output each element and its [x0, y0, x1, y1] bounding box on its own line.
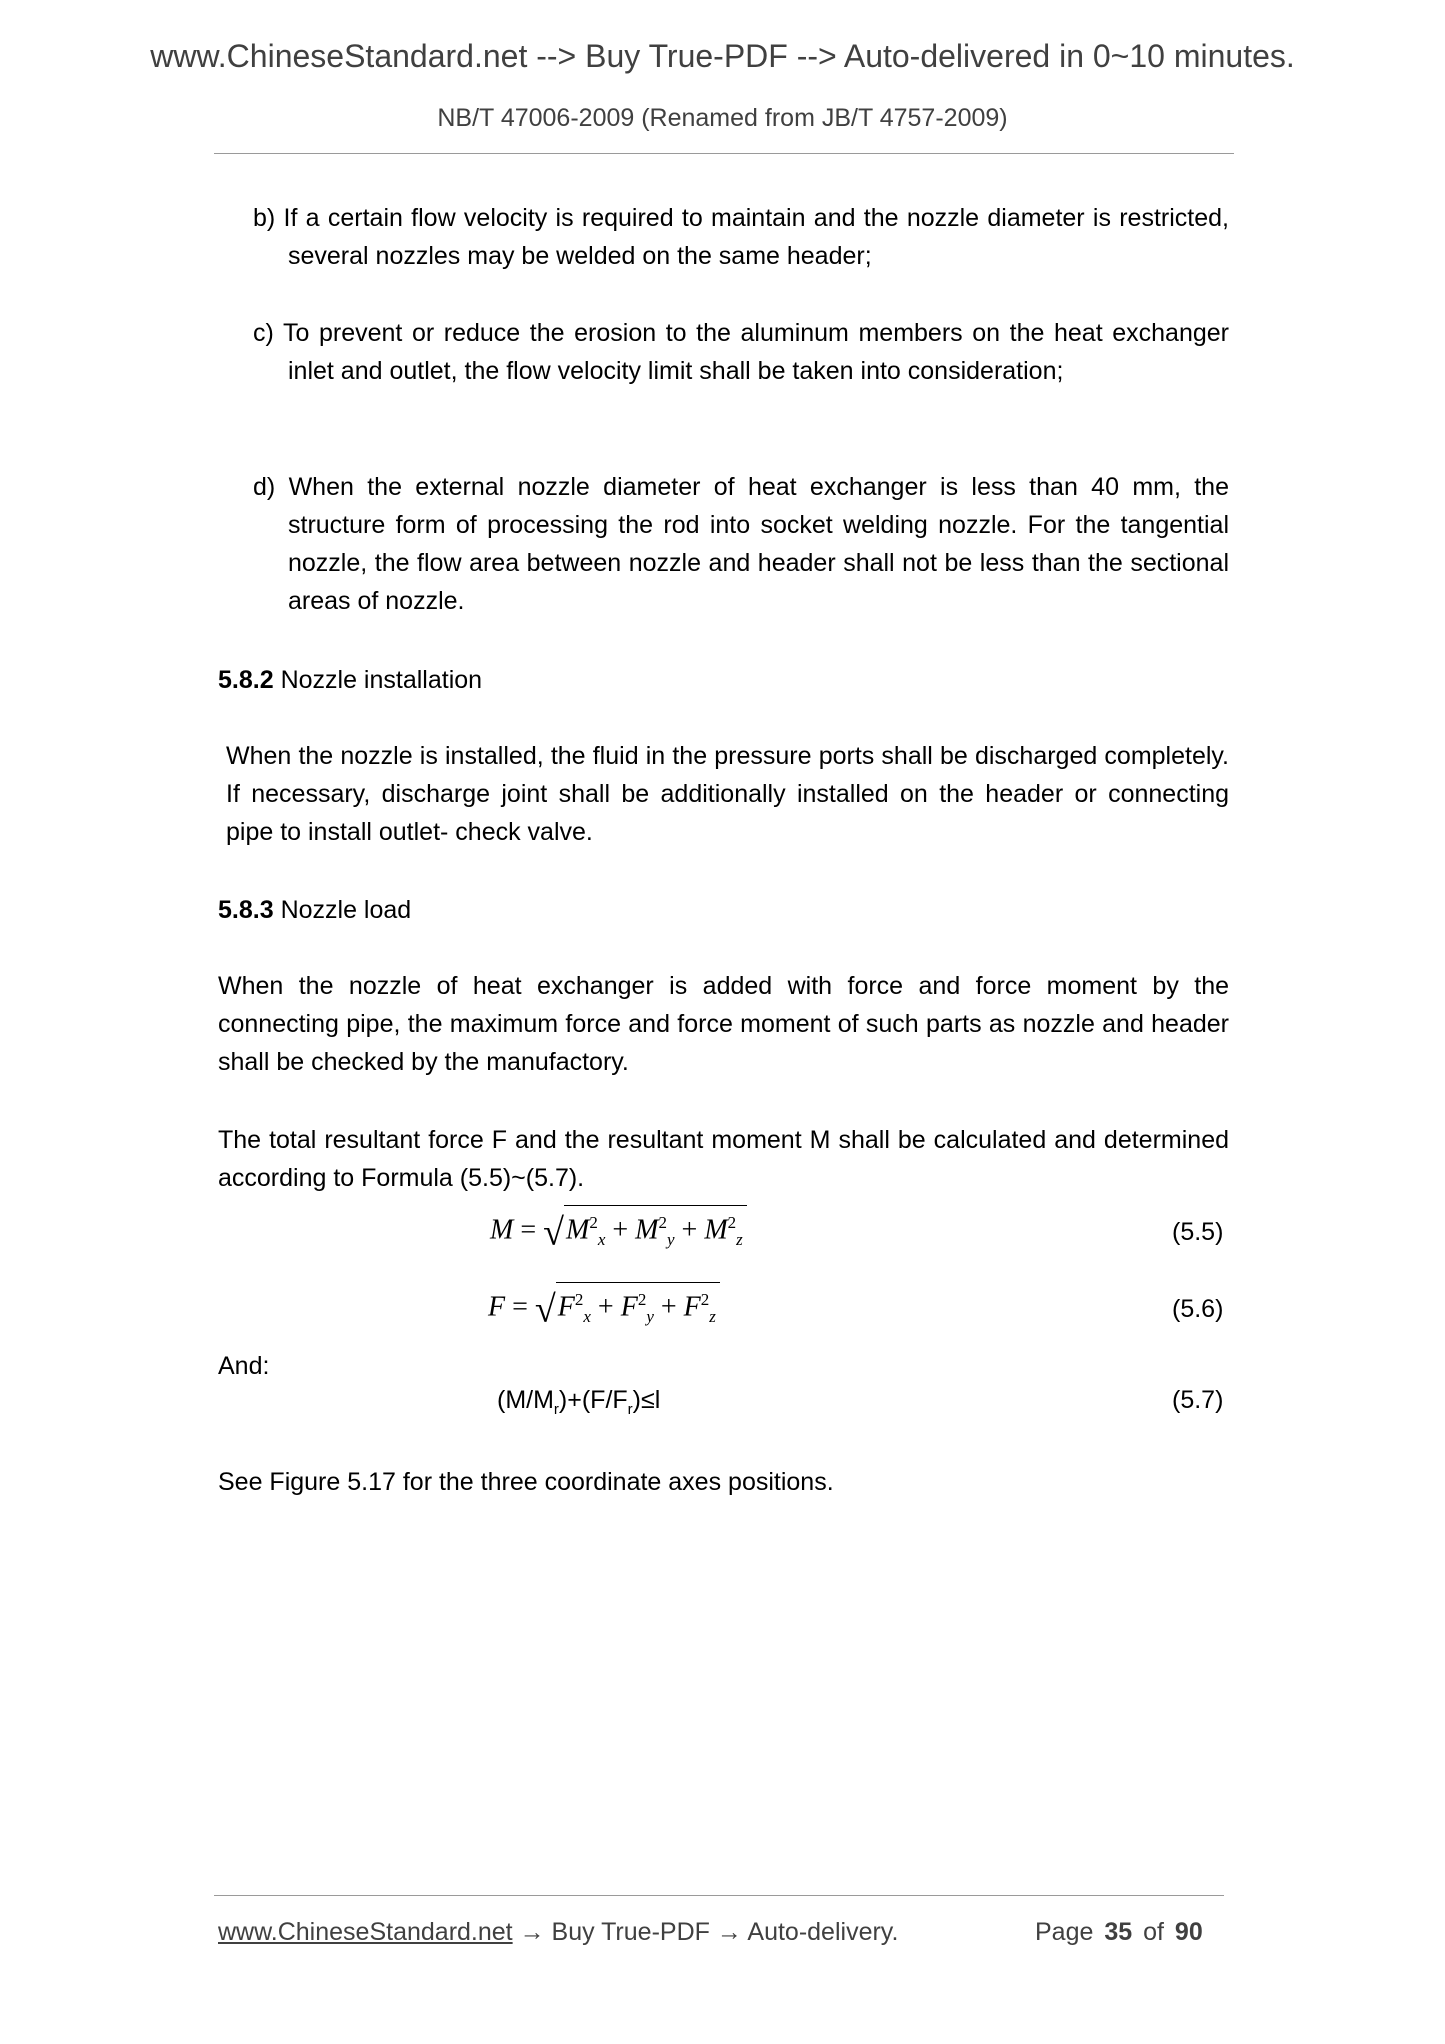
- section-number: 5.8.2: [218, 666, 274, 694]
- sqrt-icon: √: [534, 1288, 556, 1331]
- formula-lhs: F: [488, 1291, 506, 1323]
- list-label: c): [253, 319, 274, 347]
- term: F: [620, 1291, 638, 1323]
- equation-number: (5.5): [1172, 1218, 1224, 1246]
- list-item-c: [253, 314, 1229, 390]
- list-text: To prevent or reduce the erosion to the aluminum members on the heat exchanger inlet and outlet, the flow velocity limit shall be taken into consideration;: [282, 319, 1229, 385]
- standard-title: NB/T 47006-2009 (Renamed from JB/T 4757-2009): [437, 104, 1008, 132]
- sub: r: [627, 1401, 633, 1418]
- list-item-d: [253, 468, 1229, 620]
- term: F: [683, 1291, 701, 1323]
- section-heading-5-8-3: [218, 891, 411, 929]
- page-word: Page: [1035, 1918, 1094, 1946]
- page-total: 90: [1174, 1918, 1203, 1946]
- section-title: Nozzle load: [280, 896, 412, 924]
- formula-5-7: [497, 1386, 660, 1418]
- page-indicator: [1035, 1918, 1203, 1947]
- list-text: If a certain flow velocity is required to maintain and the nozzle diameter is restricted, several nozzles may be welded on the same header;: [283, 204, 1229, 270]
- footer-link[interactable]: www.ChineseStandard.net: [218, 1918, 513, 1946]
- footer-divider: [214, 1895, 1224, 1896]
- list-label: d): [253, 473, 276, 501]
- sub: z: [709, 1306, 716, 1326]
- ineq-part: )+(F/F: [558, 1386, 628, 1414]
- equation-number: (5.6): [1172, 1295, 1224, 1323]
- list-item-b: [253, 199, 1229, 275]
- term: M: [704, 1214, 728, 1246]
- figure-reference: See Figure 5.17 for the three coordinate axes positions.: [218, 1468, 834, 1496]
- sub: y: [646, 1306, 654, 1326]
- list-label: b): [253, 204, 276, 232]
- footer-text: [218, 1918, 898, 1947]
- paragraph: The total resultant force F and the resultant moment M shall be calculated and determined according to Formula (5.5)~(5.7).: [218, 1126, 1229, 1192]
- sqrt-icon: √: [543, 1211, 564, 1254]
- sub: x: [597, 1229, 606, 1249]
- ineq-part: )≤l: [632, 1386, 661, 1414]
- page-current: 35: [1104, 1918, 1133, 1946]
- section-number: 5.8.3: [218, 896, 274, 924]
- and-label: And:: [218, 1352, 270, 1380]
- list-text: When the external nozzle diameter of heat exchanger is less than 40 mm, the structure form of processing the rod into socket welding nozzle. For the tangential nozzle, the flow area between nozzle and header shall not be less than the sectional areas of nozzle.: [288, 473, 1229, 615]
- term: F: [557, 1291, 575, 1323]
- paragraph: When the nozzle is installed, the fluid in the pressure ports shall be discharged completely. If necessary, discharge joint shall be additionally installed on the header or connecting pipe to install outlet- check valve.: [226, 742, 1229, 846]
- section-heading-5-8-2: [218, 661, 482, 699]
- formula-5-6: $F = √F^2_x + F^2_y + F^2_z$: [488, 1282, 720, 1334]
- ineq-part: (M/M: [497, 1386, 554, 1414]
- site-banner: www.ChineseStandard.net --> Buy True-PDF --> Auto-delivered in 0~10 minutes.: [150, 38, 1295, 74]
- formula-lhs: M: [490, 1214, 514, 1246]
- of-word: of: [1143, 1918, 1164, 1946]
- sub: y: [666, 1229, 675, 1249]
- sub: r: [553, 1401, 559, 1418]
- equation-number: (5.7): [1172, 1386, 1224, 1414]
- section-title: Nozzle installation: [280, 666, 483, 694]
- paragraph: When the nozzle of heat exchanger is added with force and force moment by the connecting pipe, the maximum force and force moment of such parts as nozzle and header shall be checked by the manufactory.: [218, 972, 1229, 1076]
- sub: z: [736, 1229, 743, 1249]
- footer-tail: → Buy True-PDF → Auto-delivery.: [512, 1918, 899, 1946]
- header-divider: [214, 153, 1234, 154]
- term: M: [635, 1214, 659, 1246]
- sub: x: [583, 1306, 591, 1326]
- formula-5-5: $M = √M^2_x + M^2_y + M^2_z$: [490, 1205, 747, 1257]
- term: M: [565, 1214, 590, 1246]
